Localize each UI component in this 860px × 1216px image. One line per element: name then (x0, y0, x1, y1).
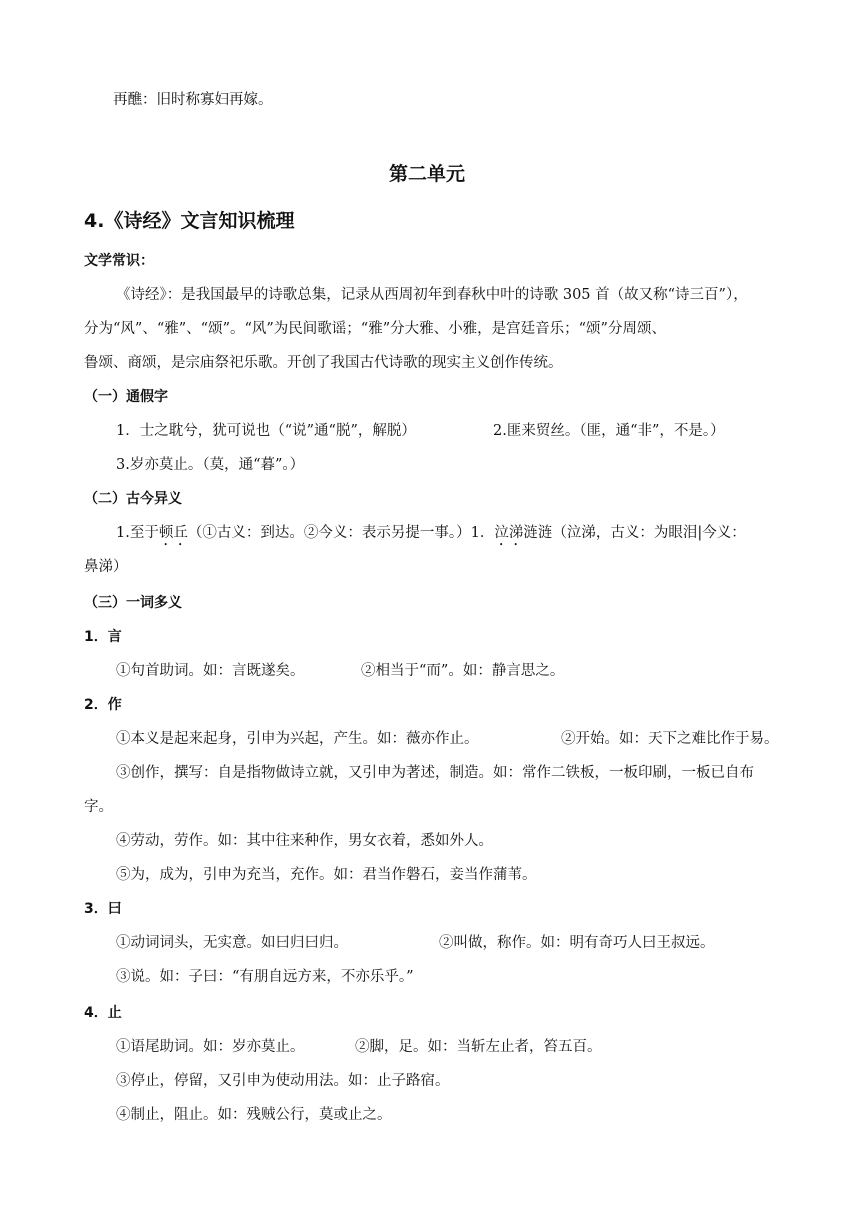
paragraph-line: 字。 (84, 799, 113, 815)
paragraph-line: 鲁颂、商颂，是宗庙祭祀乐歌。开创了我国古代诗歌的现实主义创作传统。 (84, 355, 563, 371)
list-item (116, 523, 746, 549)
emphasized-term: 泣涕 (494, 525, 524, 541)
text-segment: （①古义：到达。②今义：表示另提一事。）1． (187, 525, 495, 541)
emphasized-term: 顿丘 (158, 525, 188, 541)
list-item: ②脚，足。如：当斩左止者，笞五百。 (355, 1039, 602, 1055)
literature-heading: 文学常识： (84, 253, 154, 269)
subsection-heading: （一）通假字 (84, 389, 168, 405)
unit-title: 第二单元 (389, 163, 466, 185)
list-item: 3.岁亦莫止。（莫，通“暮”。） (116, 457, 305, 473)
list-item: ①句首助词。如：言既遂矣。 (116, 663, 305, 679)
word-heading: 1．言 (84, 629, 122, 645)
subsection-heading: （三）一词多义 (84, 595, 182, 611)
list-item: ②叫做，称作。如：明有奇巧人曰王叔远。 (439, 935, 715, 951)
list-item: ①动词词头，无实意。如曰归曰归。 (116, 935, 348, 951)
list-item: ④制止，阻止。如：残贼公行，莫或止之。 (116, 1107, 392, 1123)
list-item: ④劳动，劳作。如：其中往来种作，男女衣着，悉如外人。 (116, 833, 493, 849)
list-item: ③创作，撰写：自是指物做诗立就，又引申为著述，制造。如：常作二铁板，一板印刷，一板已自布 (116, 765, 754, 781)
list-item: ⑤为，成为，引申为充当，充作。如：君当作磐石，妾当作蒲苇。 (116, 867, 537, 883)
text-segment: 涟涟（泣涕，古义：为眼泪|今义： (523, 525, 746, 541)
list-item: ②开始。如：天下之难比作于易。 (561, 731, 779, 747)
word-heading: 3．曰 (84, 901, 122, 917)
list-item: ①本义是起来起身，引申为兴起，产生。如：薇亦作止。 (116, 731, 479, 747)
list-item: ②相当于“而”。如：静言思之。 (361, 663, 565, 679)
word-heading: 4．止 (84, 1005, 122, 1021)
text-segment: 1.至于 (116, 525, 159, 541)
paragraph-line: 分为“风”、“雅”、“颂”。“风”为民间歌谣；“雅”分大雅、小雅，是宫廷音乐；“颂”分周颂、 (84, 321, 666, 337)
section-title: 4.《诗经》文言知识梳理 (84, 210, 295, 232)
list-item: ③说。如：子曰：“有朋自远方来，不亦乐乎。” (116, 969, 414, 985)
paragraph-line: 《诗经》：是我国最早的诗歌总集，记录从西周初年到春秋中叶的诗歌 305 首（故又称“诗三百”）， (116, 287, 748, 303)
text-line: 再醮：旧时称寡妇再嫁。 (113, 92, 273, 108)
list-item: ③停止，停留，又引申为使动用法。如：止子路宿。 (116, 1073, 450, 1089)
list-item: 1．士之耽兮，犹可说也（“说”通“脱”，解脱） (116, 423, 416, 439)
list-item: ①语尾助词。如：岁亦莫止。 (116, 1039, 305, 1055)
subsection-heading: （二）古今异义 (84, 491, 182, 507)
list-item: 2.匪来贸丝。（匪，通“非”，不是。） (493, 423, 725, 439)
paragraph-line: 鼻涕） (84, 559, 128, 575)
word-heading: 2．作 (84, 697, 122, 713)
